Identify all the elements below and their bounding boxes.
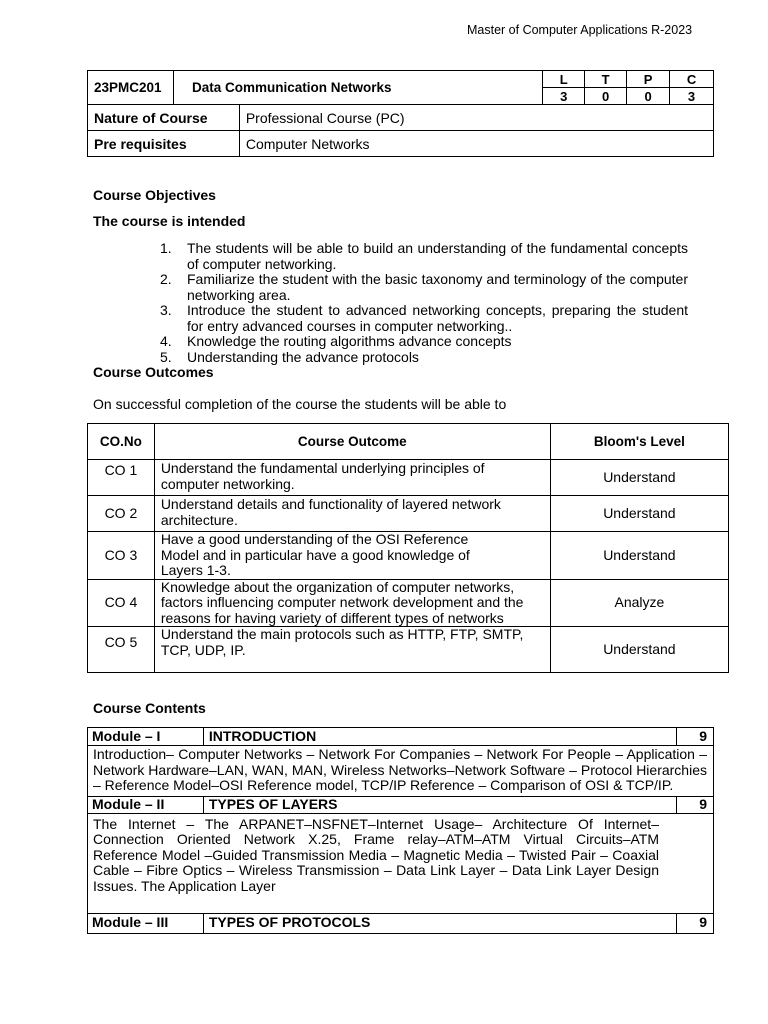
- course-code: 23PMC201: [88, 71, 174, 105]
- co-number: CO 3: [88, 532, 155, 580]
- objectives-intro: The course is intended: [93, 213, 246, 229]
- co-number: CO 4: [88, 579, 155, 627]
- module-hours: 9: [677, 796, 714, 813]
- module-title: INTRODUCTION: [203, 728, 676, 746]
- list-item: 4. Knowledge the routing algorithms advance concepts: [160, 333, 512, 349]
- table-row: [88, 532, 729, 580]
- co-level: Understand: [550, 532, 728, 580]
- module-header-row: [88, 728, 714, 746]
- ltpc-label-t: T: [585, 71, 627, 88]
- list-item: 5. Understanding the advance protocols: [160, 348, 419, 365]
- ltpc-value-t: 0: [585, 88, 627, 105]
- objectives-list: [160, 241, 688, 365]
- module-label: Module – II: [88, 796, 204, 813]
- table-row: [88, 496, 729, 532]
- co-outcome: Have a good understanding of the OSI Reference Model and in particular have a good knowledge of Layers 1-3.: [154, 532, 550, 580]
- prereq-label: Pre requisites: [88, 131, 240, 157]
- module-content: The Internet – The ARPANET–NSFNET–Internet Usage– Architecture Of Internet–Connection Oriented Network X.25, Frame relay–ATM–ATM Virtual Circuits–ATM Reference Model –Guided Transmission Media – Magnetic Media – Twisted Pair – Coaxial Cable – Fibre Optics – Wireless Transmission – Data Link Layer – Data Link Layer Design Issues. The Application Layer: [88, 813, 714, 913]
- module-hours: 9: [677, 728, 714, 746]
- list-item: 2. Familiarize the student with the basic taxonomy and terminology of the computer networking area.: [160, 271, 688, 303]
- module-title: TYPES OF LAYERS: [203, 796, 676, 813]
- module-header-row: [88, 796, 714, 813]
- module-content: Introduction– Computer Networks – Network For Companies – Network For People – Application – Network Hardware–LAN, WAN, MAN, Wireless Networks–Network Software – Protocol Hierarchies – Reference Model–OSI Reference model, TCP/IP Reference – Comparison of OSI & TCP/IP.: [88, 746, 714, 797]
- outcomes-heading: Course Outcomes: [93, 364, 214, 380]
- co-level: Understand: [550, 627, 728, 673]
- table-row: [88, 579, 729, 627]
- module-hours: 9: [677, 913, 714, 933]
- course-info-table: [87, 70, 714, 157]
- ltpc-value-c: 3: [670, 88, 714, 105]
- list-item: 1. The students will be able to build an understanding of the fundamental concepts of computer networking.: [160, 240, 688, 272]
- module-header-row: [88, 913, 714, 933]
- col-header-outcome: Course Outcome: [154, 424, 550, 460]
- ltpc-label-p: P: [627, 71, 670, 88]
- module-body-row: [88, 746, 714, 797]
- page-header: Master of Computer Applications R-2023: [467, 23, 693, 37]
- module-label: Module – I: [88, 728, 204, 746]
- contents-heading: Course Contents: [93, 700, 206, 716]
- co-level: Understand: [550, 496, 728, 532]
- outcomes-intro: On successful completion of the course the students will be able to: [93, 396, 507, 412]
- module-body-row: [88, 813, 714, 913]
- col-header-co: CO.No: [88, 424, 155, 460]
- objectives-heading: Course Objectives: [93, 187, 216, 203]
- col-header-level: Bloom's Level: [550, 424, 728, 460]
- co-number: CO 5: [88, 627, 155, 673]
- co-level: Analyze: [550, 579, 728, 627]
- nature-value: Professional Course (PC): [239, 105, 713, 131]
- co-outcome: Understand the main protocols such as HTTP, FTP, SMTP, TCP, UDP, IP.: [154, 627, 550, 673]
- contents-table: [87, 727, 714, 934]
- ltpc-value-p: 0: [627, 88, 670, 105]
- co-outcome: Understand details and functionality of layered network architecture.: [154, 496, 550, 532]
- course-title: Data Communication Networks: [173, 71, 542, 105]
- module-label: Module – III: [88, 913, 204, 933]
- outcomes-table: [87, 423, 729, 673]
- ltpc-label-l: L: [543, 71, 585, 88]
- table-row: [88, 627, 729, 673]
- co-number: CO 1: [88, 460, 155, 496]
- ltpc-label-c: C: [670, 71, 714, 88]
- prereq-value: Computer Networks: [239, 131, 713, 157]
- list-item: 3. Introduce the student to advanced networking concepts, preparing the student for entry advanced courses in computer networking..: [160, 302, 688, 334]
- co-outcome: Knowledge about the organization of computer networks, factors influencing computer network development and the reasons for having variety of different types of networks: [154, 579, 550, 627]
- nature-label: Nature of Course: [88, 105, 240, 131]
- co-outcome: Understand the fundamental underlying principles of computer networking.: [154, 460, 550, 496]
- co-level: Understand: [550, 460, 728, 496]
- module-title: TYPES OF PROTOCOLS: [203, 913, 676, 933]
- co-number: CO 2: [88, 496, 155, 532]
- ltpc-value-l: 3: [543, 88, 585, 105]
- table-row: [88, 460, 729, 496]
